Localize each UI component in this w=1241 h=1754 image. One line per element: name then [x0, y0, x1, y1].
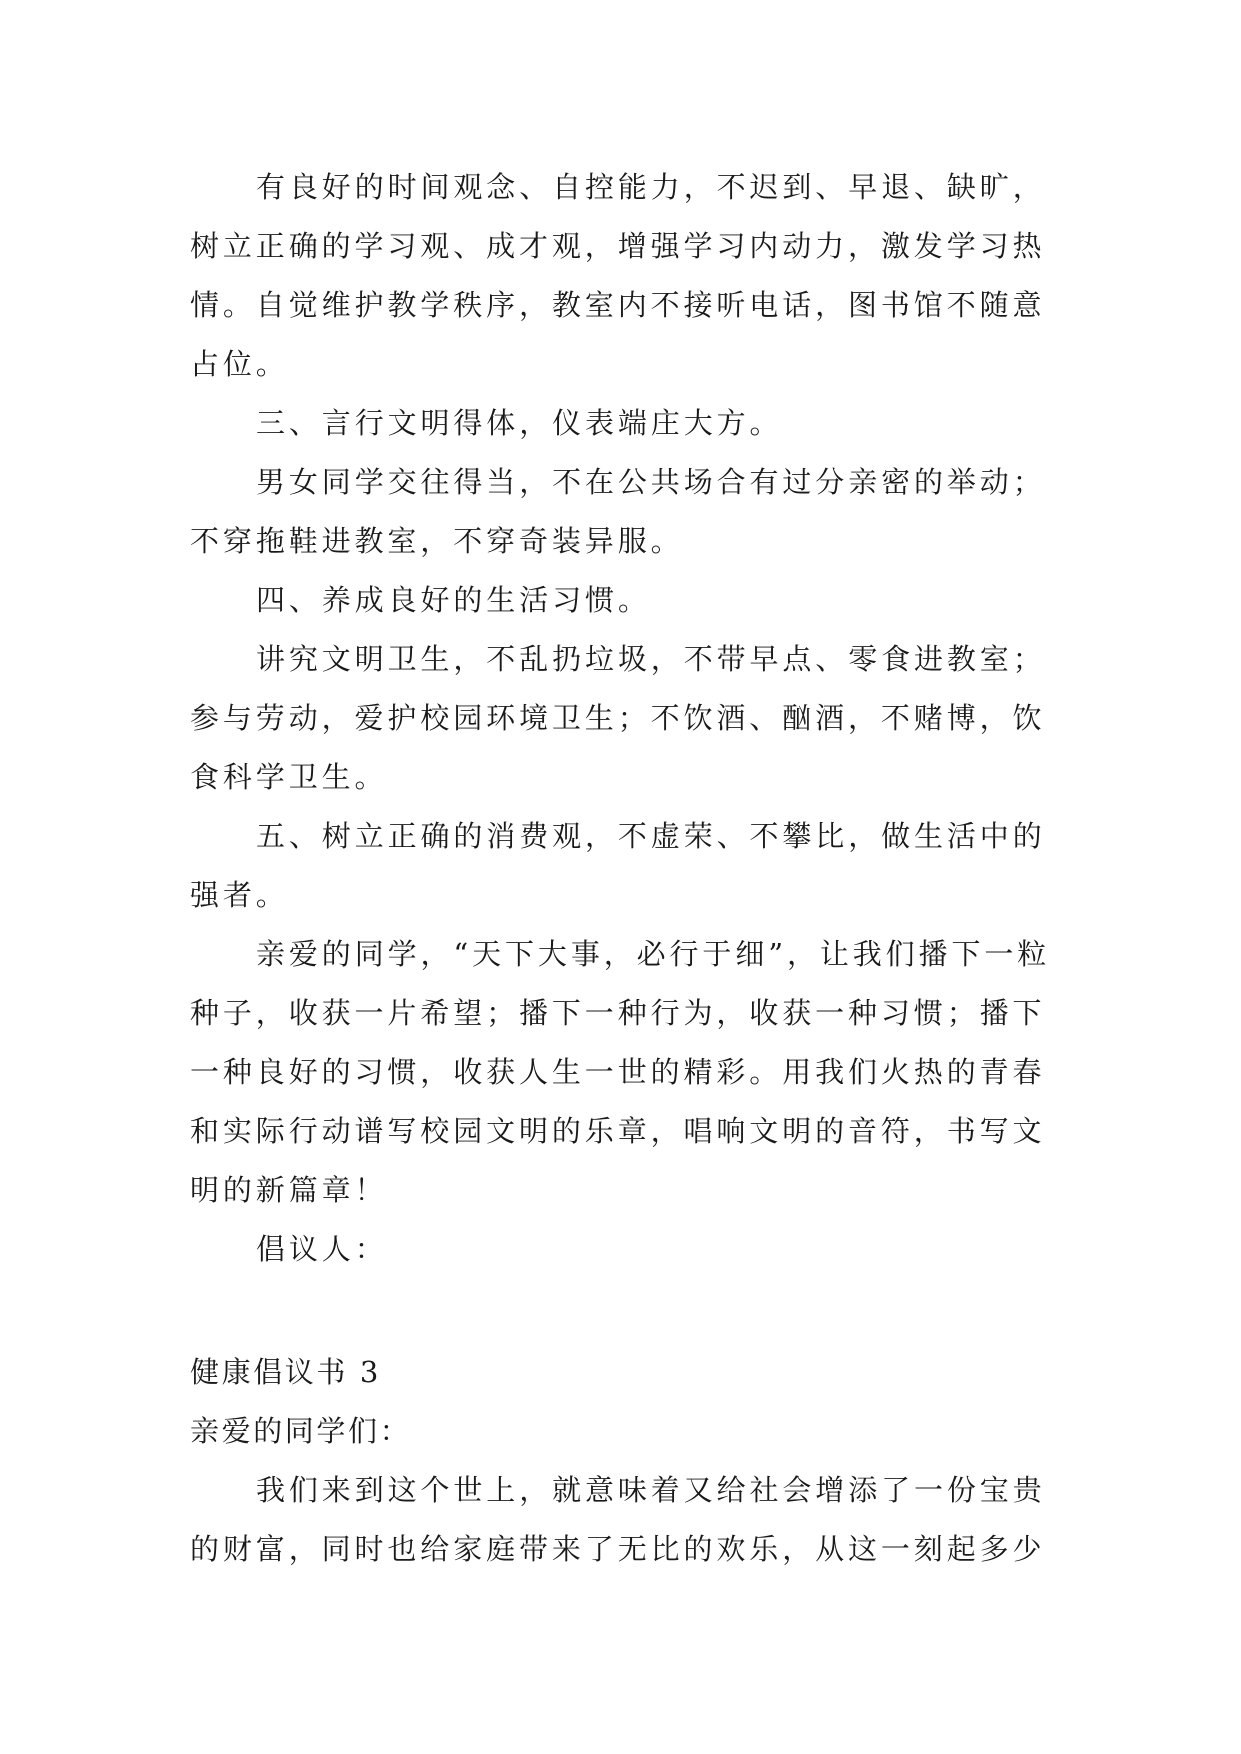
- paragraph-closing-appeal: 亲爱的同学，“天下大事，必行于细”，让我们播下一粒种子，收获一片希望；播下一种行为，收获一种习惯；播下一种良好的习惯，收获人生一世的精彩。用我们火热的青春和实际行动谱写校园文明的乐章，唱响文明的音符，书写文明的新篇章！: [190, 937, 1051, 1207]
- heading-item-five: 五、树立正确的消费观，不虚荣、不攀比，做生活中的强者。: [190, 819, 1046, 912]
- paragraph-hygiene: 讲究文明卫生，不乱扔垃圾，不带早点、零食进教室；参与劳动，爱护校园环境卫生；不饮酒、酗酒，不赌博，饮食科学卫生。: [190, 642, 1046, 794]
- heading-item-three: 三、言行文明得体，仪表端庄大方。: [256, 406, 783, 440]
- paragraph-opening: 我们来到这个世上，就意味着又给社会增添了一份宝贵的财富，同时也给家庭带来了无比的欢乐，从这一刻起多少: [190, 1473, 1046, 1566]
- signature-label: 倡议人：: [256, 1232, 388, 1266]
- section-gap: [190, 1279, 1060, 1343]
- document-body: [190, 158, 1060, 1579]
- paragraph-conduct: 男女同学交往得当，不在公共场合有过分亲密的举动；不穿拖鞋进教室，不穿奇装异服。: [190, 465, 1046, 558]
- paragraph-punctuality: 有良好的时间观念、自控能力，不迟到、早退、缺旷，树立正确的学习观、成才观，增强学习内动力，激发学习热情。自觉维护教学秩序，教室内不接听电话，图书馆不随意占位。: [190, 170, 1046, 381]
- salutation: 亲爱的同学们：: [190, 1414, 412, 1448]
- heading-item-four: 四、养成良好的生活习惯。: [256, 583, 651, 617]
- section-title: 健康倡议书 3: [190, 1355, 381, 1389]
